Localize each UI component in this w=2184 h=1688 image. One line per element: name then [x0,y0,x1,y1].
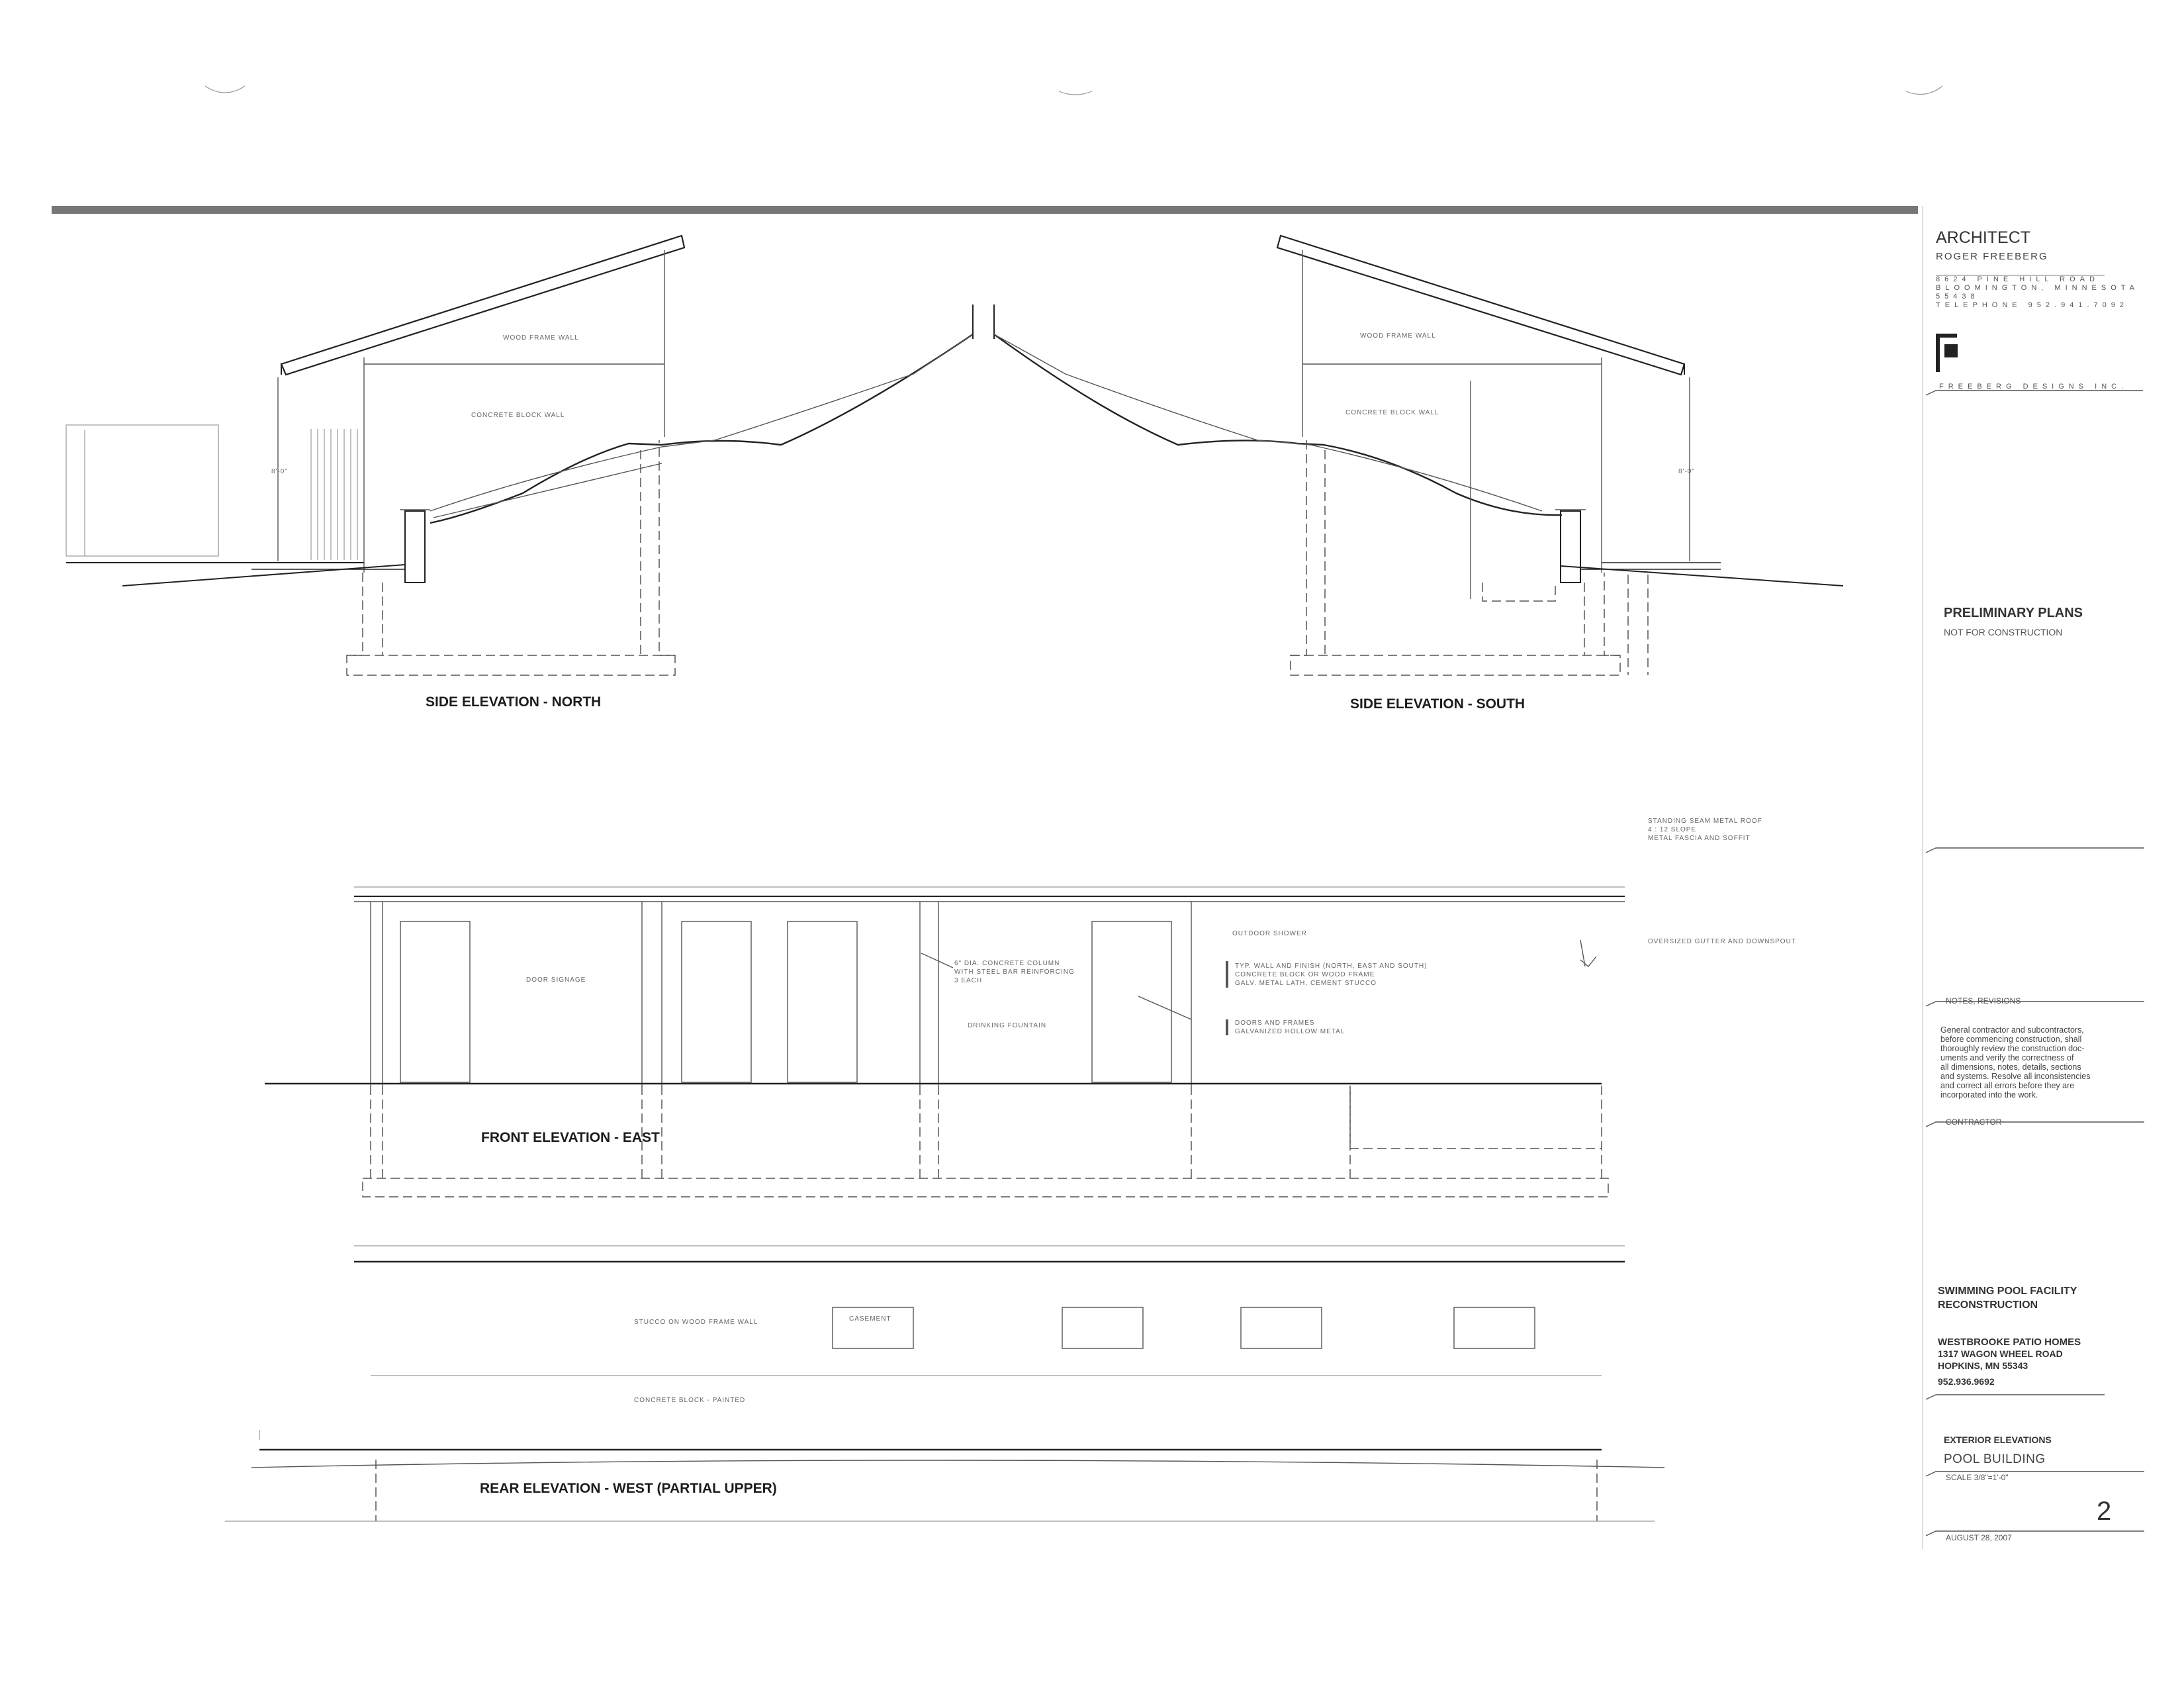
sheet-scale: SCALE 3/8"=1'-0" [1946,1473,2009,1482]
east-door-1 [400,921,470,1082]
general-notes-line-7: and correct all errors before they are [1940,1081,2075,1090]
status-preliminary: PRELIMINARY PLANS [1944,606,2083,620]
general-notes-line-4: uments and verify the correctness of [1940,1053,2074,1062]
column-note-1: 6" DIA. CONCRETE COLUMN [954,960,1060,967]
architect-telephone: TELEPHONE 952.941.7092 [1936,301,2128,309]
sheet-number: 2 [2097,1497,2112,1526]
doors-note-1: DOORS AND FRAMES [1235,1019,1315,1027]
west-elevation-title: REAR ELEVATION - WEST (PARTIAL UPPER) [480,1481,777,1496]
client-address-1: 1317 WAGON WHEEL ROAD [1938,1348,2063,1359]
sheet-date: AUGUST 28, 2007 [1946,1533,2012,1542]
north-height-dimension: 8'-0" [271,468,288,475]
east-door-2 [682,921,751,1082]
side-elevation-north [66,236,994,710]
fascia-note: METAL FASCIA AND SOFFIT [1648,835,1751,842]
west-window-1 [833,1307,913,1348]
general-notes-line-3: thoroughly review the construction doc- [1940,1044,2085,1053]
east-door-4 [1092,921,1171,1082]
client-address-2: HOPKINS, MN 55343 [1938,1360,2028,1371]
gutter-note: OVERSIZED GUTTER AND DOWNSPOUT [1648,938,1796,945]
architect-address-3: 55438 [1936,293,1979,301]
east-door-3 [788,921,857,1082]
client-name: WESTBROOKE PATIO HOMES [1938,1336,2081,1348]
general-notes-line-1: General contractor and subcontractors, [1940,1025,2084,1035]
drinking-fountain-note: DRINKING FOUNTAIN [968,1022,1047,1029]
window-tag: CASEMENT [849,1315,891,1323]
hole-punch-marks [205,86,1942,95]
project-title-1: SWIMMING POOL FACILITY [1938,1286,2077,1297]
south-height-dimension: 8'-0" [1678,468,1695,475]
rear-elevation-west [225,1246,1664,1521]
status-not-for-construction: NOT FOR CONSTRUCTION [1944,627,2063,637]
freeberg-logo [1936,334,1958,372]
roof-slope-note: 4 : 12 SLOPE [1648,826,1697,833]
west-window-2 [1062,1307,1143,1348]
notes-revisions-heading: NOTES, REVISIONS [1946,996,2021,1006]
stucco-wall-note: STUCCO ON WOOD FRAME WALL [634,1319,758,1326]
general-notes-line-5: all dimensions, notes, details, sections [1940,1062,2081,1072]
east-elevation-title: FRONT ELEVATION - EAST [481,1130,660,1145]
firm-name: FREEBERG DESIGNS INC. [1939,383,2128,391]
contractor-label: CONTRACTOR [1946,1117,2002,1127]
roof-note: STANDING SEAM METAL ROOF [1648,818,1762,825]
outdoor-shower-note: OUTDOOR SHOWER [1232,930,1307,937]
architect-address-1: 8624 PINE HILL ROAD [1936,275,2099,283]
concrete-painted-note: CONCRETE BLOCK - PAINTED [634,1397,746,1404]
sheet-subject: EXTERIOR ELEVATIONS [1944,1434,2052,1445]
architect-name: ROGER FREEBERG [1936,251,2048,262]
door-signage-note: DOOR SIGNAGE [526,976,586,984]
column-note-2: WITH STEEL BAR REINFORCING [954,968,1075,976]
architect-heading: ARCHITECT [1936,228,2031,247]
north-concrete-block-wall-note: CONCRETE BLOCK WALL [471,412,565,419]
general-notes-line-8: incorporated into the work. [1940,1090,2038,1100]
south-concrete-block-wall-note: CONCRETE BLOCK WALL [1345,409,1439,416]
doors-note-2: GALVANIZED HOLLOW METAL [1235,1028,1345,1035]
project-title-2: RECONSTRUCTION [1938,1299,2038,1311]
general-notes-line-6: and systems. Resolve all inconsistencies [1940,1072,2091,1081]
wall-finish-note-3: GALV. METAL LATH, CEMENT STUCCO [1235,980,1377,987]
column-note-3: 3 EACH [954,977,983,984]
sheet-title: POOL BUILDING [1944,1452,2046,1466]
client-phone: 952.936.9692 [1938,1376,1995,1387]
north-wood-frame-wall-note: WOOD FRAME WALL [503,334,579,342]
south-elevation-title: SIDE ELEVATION - SOUTH [1350,696,1525,712]
architect-address-2: BLOOMINGTON, MINNESOTA [1936,284,2139,292]
sheet-border-bar [52,206,1918,214]
north-elevation-title: SIDE ELEVATION - NORTH [426,694,602,710]
wall-finish-note-2: CONCRETE BLOCK OR WOOD FRAME [1235,971,1375,978]
front-elevation-east [265,818,1796,1197]
west-window-3 [1241,1307,1322,1348]
title-block [1923,206,2144,1549]
general-notes-line-2: before commencing construction, shall [1940,1035,2082,1044]
side-elevation-south [994,236,1843,712]
wall-finish-note-1: TYP. WALL AND FINISH (NORTH, EAST AND SOUTH) [1235,962,1428,970]
south-wood-frame-wall-note: WOOD FRAME WALL [1360,332,1436,340]
west-window-4 [1454,1307,1535,1348]
